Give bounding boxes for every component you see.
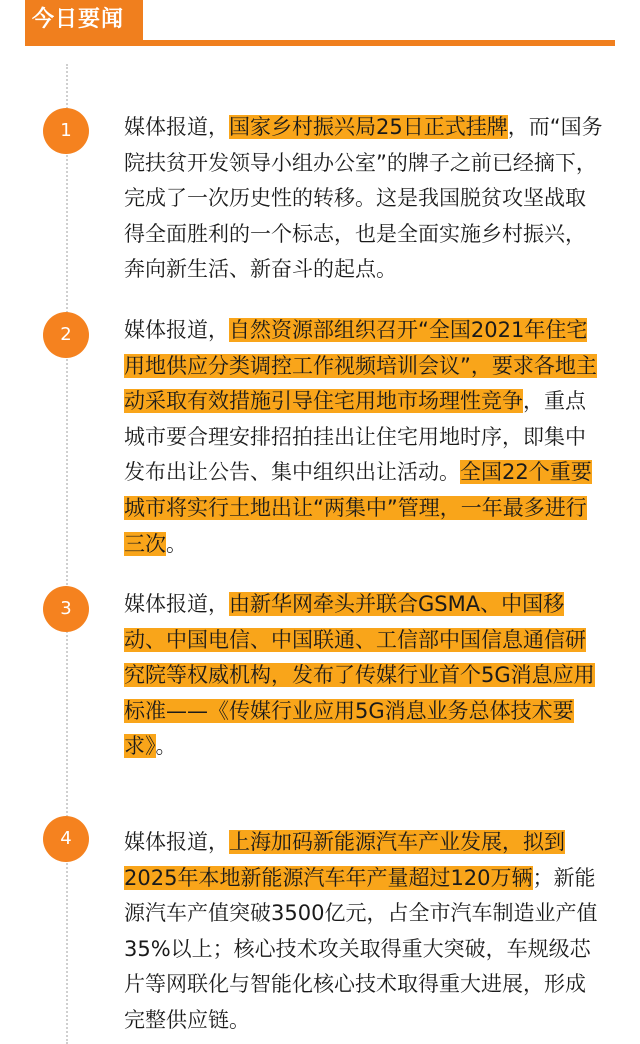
section-title: 今日要闻 [32, 7, 125, 32]
news-end: 。 [166, 531, 187, 556]
news-body: ，重点城市要合理安排招拍挂出让住宅用地时序，即集中发布出让公告、集中组织出让活动。 [124, 389, 586, 485]
news-highlight: 国家乡村振兴局25日正式挂牌 [229, 115, 508, 139]
news-highlight-2: 全国22个重要城市将实行土地出让“两集中”管理，一年最多进行三次 [124, 460, 592, 556]
news-end: 。 [155, 734, 177, 759]
number-badge: 4 [43, 816, 89, 862]
news-text [124, 825, 604, 1039]
news-lead: 媒体报道， [124, 830, 229, 854]
header-underline [25, 40, 615, 46]
news-text [124, 313, 604, 562]
news-lead: 媒体报道， [124, 115, 229, 139]
section-header [0, 0, 640, 50]
news-lead: 媒体报道， [124, 592, 229, 616]
news-body: ，而“国务院扶贫开发领导小组办公室”的牌子之前已经摘下，完成了一次历史性的转移。这是我国脱贫攻坚战取得全面胜利的一个标志，也是全面实施乡村振兴，奔向新生活、新奋斗的起点。 [124, 115, 603, 282]
news-highlight: 由新华网牵头并联合GSMA、中国移动、中国电信、中国联通、工信部中国信息通信研究院等权威机构，发布了传媒行业首个5G消息应用标准——《传媒行业应用5G消息业务总体技术要求》 [124, 592, 595, 759]
timeline-dotted-line [66, 64, 68, 1044]
news-lead: 媒体报道， [124, 318, 229, 342]
news-highlight: 上海加码新能源汽车产业发展，拟到2025年本地新能源汽车年产量超过120万辆 [124, 830, 565, 890]
news-body: ；新能源汽车产值突破3500亿元，占全市汽车制造业产值35%以上；核心技术攻关取得重大突破，车规级芯片等网联化与智能化核心技术取得重大进展，形成完整供应链。 [124, 865, 598, 1032]
news-text [124, 110, 604, 288]
news-text [124, 587, 604, 765]
number-badge: 2 [43, 312, 89, 358]
number-badge: 1 [43, 108, 89, 154]
news-highlight: 自然资源部组织召开“全国2021年住宅用地供应分类调控工作视频培训会议”，要求各地主动采取有效措施引导住宅用地市场理性竞争 [124, 318, 597, 414]
number-badge: 3 [43, 586, 89, 632]
